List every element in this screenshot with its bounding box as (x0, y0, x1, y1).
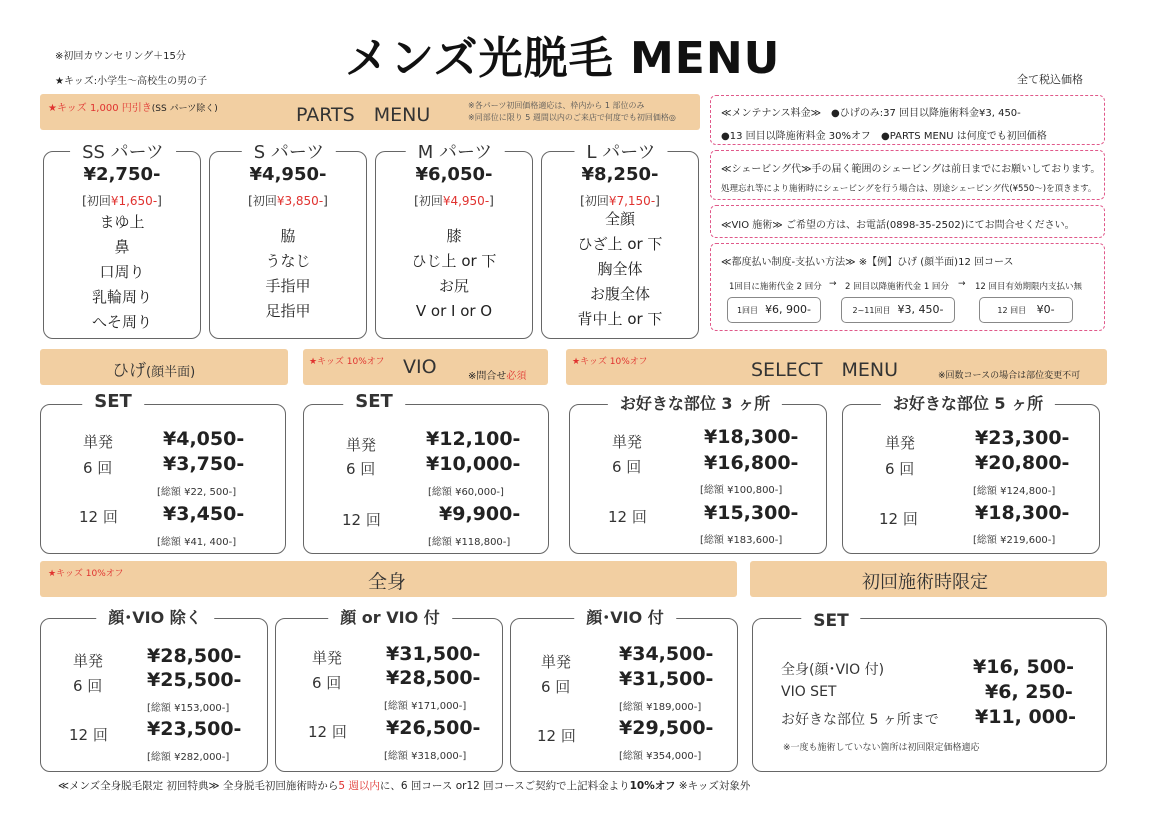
first-set-item-price: ¥6, 250- (985, 681, 1073, 703)
payment-box-first: 1回目 ¥6, 900- (727, 297, 821, 323)
first-set-item-price: ¥11, 000- (975, 706, 1077, 728)
header-note-kids: ★キッズ:小学生～高校生の男の子 (55, 76, 208, 87)
hige-title: ひげ(顔半面) (112, 361, 196, 381)
row-label: 単発 (541, 653, 572, 671)
list-item: 脇 (280, 227, 296, 245)
row-label: 12 回 (308, 723, 347, 741)
row-price: ¥23,300- (975, 427, 1070, 449)
parts-menu-title: PARTS MENU (296, 104, 431, 126)
row-price: ¥20,800- (975, 452, 1070, 474)
select-menu-note: ※回数コースの場合は部位変更不可 (938, 371, 1081, 381)
row-total: [総額 ¥22, 500-] (157, 487, 237, 498)
set-title: お好きな部位 3 ヶ所 (608, 391, 782, 414)
select-kids-discount: ★キッズ 10%オフ (572, 357, 648, 367)
list-item: 足指甲 (265, 302, 311, 320)
zenshin-kids-discount: ★キッズ 10%オフ (48, 569, 124, 579)
row-total: [総額 ¥318,000-] (384, 751, 467, 762)
parts-card-price: ¥6,050- (415, 164, 493, 185)
row-price: ¥15,300- (704, 502, 799, 524)
row-label: 6 回 (541, 678, 571, 696)
parts-card-s (209, 142, 367, 339)
maintenance-title: ≪メンテナンス料金≫ (721, 108, 822, 119)
row-price: ¥9,900- (439, 503, 521, 525)
payment-step3: 12 回目有効期限内支払い無 (975, 282, 1083, 292)
arrow-icon: → (829, 279, 837, 289)
set-title: SET (343, 391, 405, 412)
parts-card-title: L パーツ (574, 138, 667, 164)
row-label: 12 回 (608, 508, 647, 526)
parts-card-price: ¥4,950- (249, 164, 327, 185)
row-label: 6 回 (612, 458, 642, 476)
parts-card-first-price: [初回¥4,950-] (414, 194, 494, 208)
row-price: ¥10,000- (426, 453, 521, 475)
payment-title: ≪都度払い制度-支払い方法≫ ※【例】ひげ (顔半面)12 回コース (721, 257, 1014, 268)
select-3-box (569, 394, 827, 554)
row-total: [総額 ¥189,000-] (619, 702, 702, 713)
first-time-banner (750, 561, 1107, 597)
row-total: [総額 ¥124,800-] (973, 486, 1056, 497)
vio-info-box (710, 205, 1105, 238)
body-box-no-face-vio (40, 608, 268, 772)
parts-kids-sub: (SS パーツ除く) (151, 104, 218, 114)
set-title: SET (801, 611, 860, 631)
list-item: 胸全体 (597, 260, 643, 278)
row-label: 単発 (612, 433, 643, 451)
shaving-line1: ≪シェービング代≫手の届く範囲のシェービングは前日までにお願いしております。 (721, 164, 1101, 175)
list-item: 膝 (446, 227, 462, 245)
parts-card-m (375, 142, 533, 339)
row-total: [総額 ¥219,600-] (973, 535, 1056, 546)
hige-set-box (40, 391, 286, 554)
row-total: [総額 ¥100,800-] (700, 485, 783, 496)
parts-kids-discount: ★キッズ 1,000 円引き (48, 103, 152, 114)
row-price: ¥29,500- (619, 717, 714, 739)
row-label: 単発 (73, 652, 104, 670)
row-total: [総額 ¥354,000-] (619, 751, 702, 762)
parts-card-items (542, 207, 698, 332)
row-total: [総額 ¥171,000-] (384, 701, 467, 712)
select-menu-banner (566, 349, 1107, 385)
select-5-box (842, 394, 1100, 554)
set-title: 顔･VIO 除く (96, 605, 214, 628)
row-label: 6 回 (83, 459, 113, 477)
list-item: ひざ上 or 下 (577, 235, 663, 253)
maintenance-line3: ●PARTS MENU は何度でも初回価格 (881, 131, 1047, 142)
parts-card-items (44, 210, 200, 335)
row-price: ¥28,500- (386, 667, 481, 689)
row-total: [総額 ¥153,000-] (147, 703, 230, 714)
parts-card-items (376, 224, 532, 324)
maintenance-info-box (710, 95, 1105, 145)
list-item: 口周り (99, 263, 145, 281)
first-set-note: ※一度も施術していない箇所は初回限定価格適応 (783, 743, 980, 753)
first-time-title: 初回施術時限定 (862, 572, 988, 593)
vio-info-text: ≪VIO 施術≫ ご希望の方は、お電話(0898-35-2502)にてお問合せください。 (721, 220, 1075, 231)
list-item: 手指甲 (265, 277, 311, 295)
row-label: 6 回 (73, 677, 103, 695)
row-price: ¥18,300- (704, 426, 799, 448)
parts-card-ss (43, 142, 201, 339)
zenshin-banner (40, 561, 737, 597)
first-set-item-label: 全身(顔･VIO 付) (781, 662, 885, 678)
row-label: 12 回 (69, 726, 108, 744)
parts-card-price: ¥2,750- (83, 164, 161, 185)
page-title: メンズ光脱毛 MENU (345, 33, 781, 84)
row-label: 12 回 (79, 508, 118, 526)
list-item: 全顔 (604, 210, 635, 228)
list-item: へそ周り (91, 313, 152, 331)
row-label: 12 回 (879, 510, 918, 528)
row-label: 単発 (346, 436, 377, 454)
list-item: 背中上 or 下 (577, 310, 663, 328)
row-label: 12 回 (537, 727, 576, 745)
payment-box-last: 12 回目 ¥0- (979, 297, 1073, 323)
first-set-item-label: VIO SET (781, 684, 837, 700)
row-label: 6 回 (312, 674, 342, 692)
parts-card-items (210, 224, 366, 324)
tax-note: 全て税込価格 (1017, 73, 1083, 86)
list-item: まゆ上 (99, 213, 145, 231)
row-price: ¥31,500- (619, 668, 714, 690)
row-label: 6 回 (885, 460, 915, 478)
vio-note: ※問合せ必須 (468, 371, 527, 382)
row-label: 単発 (83, 433, 114, 451)
first-time-set-box (752, 611, 1107, 772)
payment-info-box (710, 243, 1105, 331)
row-total: [総額 ¥183,600-] (700, 535, 783, 546)
list-item: V or I or O (415, 302, 493, 320)
zenshin-title: 全身 (368, 571, 407, 593)
payment-step2: 2 回目以降施術代金 1 回分 (845, 282, 949, 292)
list-item: お腹全体 (589, 285, 650, 303)
body-box-face-and-vio (510, 608, 738, 772)
row-price: ¥16,800- (704, 452, 799, 474)
list-item: 鼻 (114, 238, 130, 256)
parts-card-l (541, 142, 699, 339)
parts-menu-note2: ※同部位に限り 5 週間以内のご来店で何度でも初回価格◎ (468, 113, 676, 122)
row-price: ¥26,500- (386, 717, 481, 739)
shaving-line2: 処理忘れ等により施術時にシェービングを行う場合は、別途シェービング代(¥550～)を頂きます。 (721, 184, 1097, 194)
payment-box-middle: 2~11回目 ¥3, 450- (841, 297, 955, 323)
row-price: ¥12,100- (426, 428, 521, 450)
set-title: 顔 or VIO 付 (328, 605, 452, 628)
hige-banner (40, 349, 288, 385)
row-price: ¥4,050- (163, 428, 245, 450)
row-label: 単発 (312, 649, 343, 667)
row-price: ¥3,750- (163, 453, 245, 475)
parts-card-first-price: [初回¥1,650-] (82, 194, 162, 208)
select-menu-title: SELECT MENU (751, 359, 899, 381)
vio-set-box (303, 391, 549, 554)
body-box-face-or-vio (275, 608, 503, 772)
set-title: お好きな部位 5 ヶ所 (881, 391, 1055, 414)
list-item: 乳輪周り (91, 288, 152, 306)
parts-card-first-price: [初回¥3,850-] (248, 194, 328, 208)
shaving-info-box (710, 150, 1105, 200)
row-price: ¥28,500- (147, 645, 242, 667)
row-price: ¥18,300- (975, 502, 1070, 524)
list-item: お尻 (438, 277, 469, 295)
vio-kids-discount: ★キッズ 10%オフ (309, 357, 385, 367)
parts-card-first-price: [初回¥7,150-] (580, 194, 660, 208)
parts-menu-note1: ※各パーツ初回価格適応は、枠内から 1 部位のみ (468, 101, 645, 110)
maintenance-line2: ●13 回目以降施術料金 30%オフ (721, 131, 871, 142)
maintenance-line1: ●ひげのみ:37 回目以降施術料金¥3, 450- (831, 108, 1021, 119)
parts-menu-banner (40, 94, 700, 130)
vio-title: VIO (403, 356, 437, 378)
row-total: [総額 ¥60,000-] (428, 487, 504, 498)
arrow-icon: → (958, 279, 966, 289)
row-total: [総額 ¥282,000-] (147, 752, 230, 763)
list-item: うなじ (265, 252, 311, 270)
footer-note: ≪メンズ全身脱毛限定 初回特典≫ 全身脱毛初回施術時から5 週以内に、6 回コース or12 回コースご契約で上記料金より10%オフ ※キッズ対象外 (58, 780, 751, 792)
set-title: 顔･VIO 付 (574, 605, 676, 628)
row-price: ¥23,500- (147, 718, 242, 740)
row-label: 単発 (885, 434, 916, 452)
first-set-item-price: ¥16, 500- (973, 656, 1075, 678)
row-price: ¥31,500- (386, 643, 481, 665)
parts-card-title: M パーツ (406, 138, 505, 164)
row-total: [総額 ¥41, 400-] (157, 537, 237, 548)
row-price: ¥25,500- (147, 669, 242, 691)
parts-card-title: S パーツ (242, 138, 336, 164)
row-label: 12 回 (342, 511, 381, 529)
row-price: ¥34,500- (619, 643, 714, 665)
payment-step1: 1回目に施術代金 2 回分 (729, 282, 822, 292)
row-price: ¥3,450- (163, 503, 245, 525)
parts-card-price: ¥8,250- (581, 164, 659, 185)
list-item: ひじ上 or 下 (411, 252, 497, 270)
set-title: SET (82, 391, 144, 412)
vio-banner (303, 349, 548, 385)
parts-card-title: SS パーツ (70, 138, 176, 164)
row-total: [総額 ¥118,800-] (428, 537, 511, 548)
first-set-item-label: お好きな部位 5 ヶ所まで (781, 712, 939, 728)
header-note-counseling: ※初回カウンセリング＋15分 (55, 51, 186, 62)
row-label: 6 回 (346, 460, 376, 478)
